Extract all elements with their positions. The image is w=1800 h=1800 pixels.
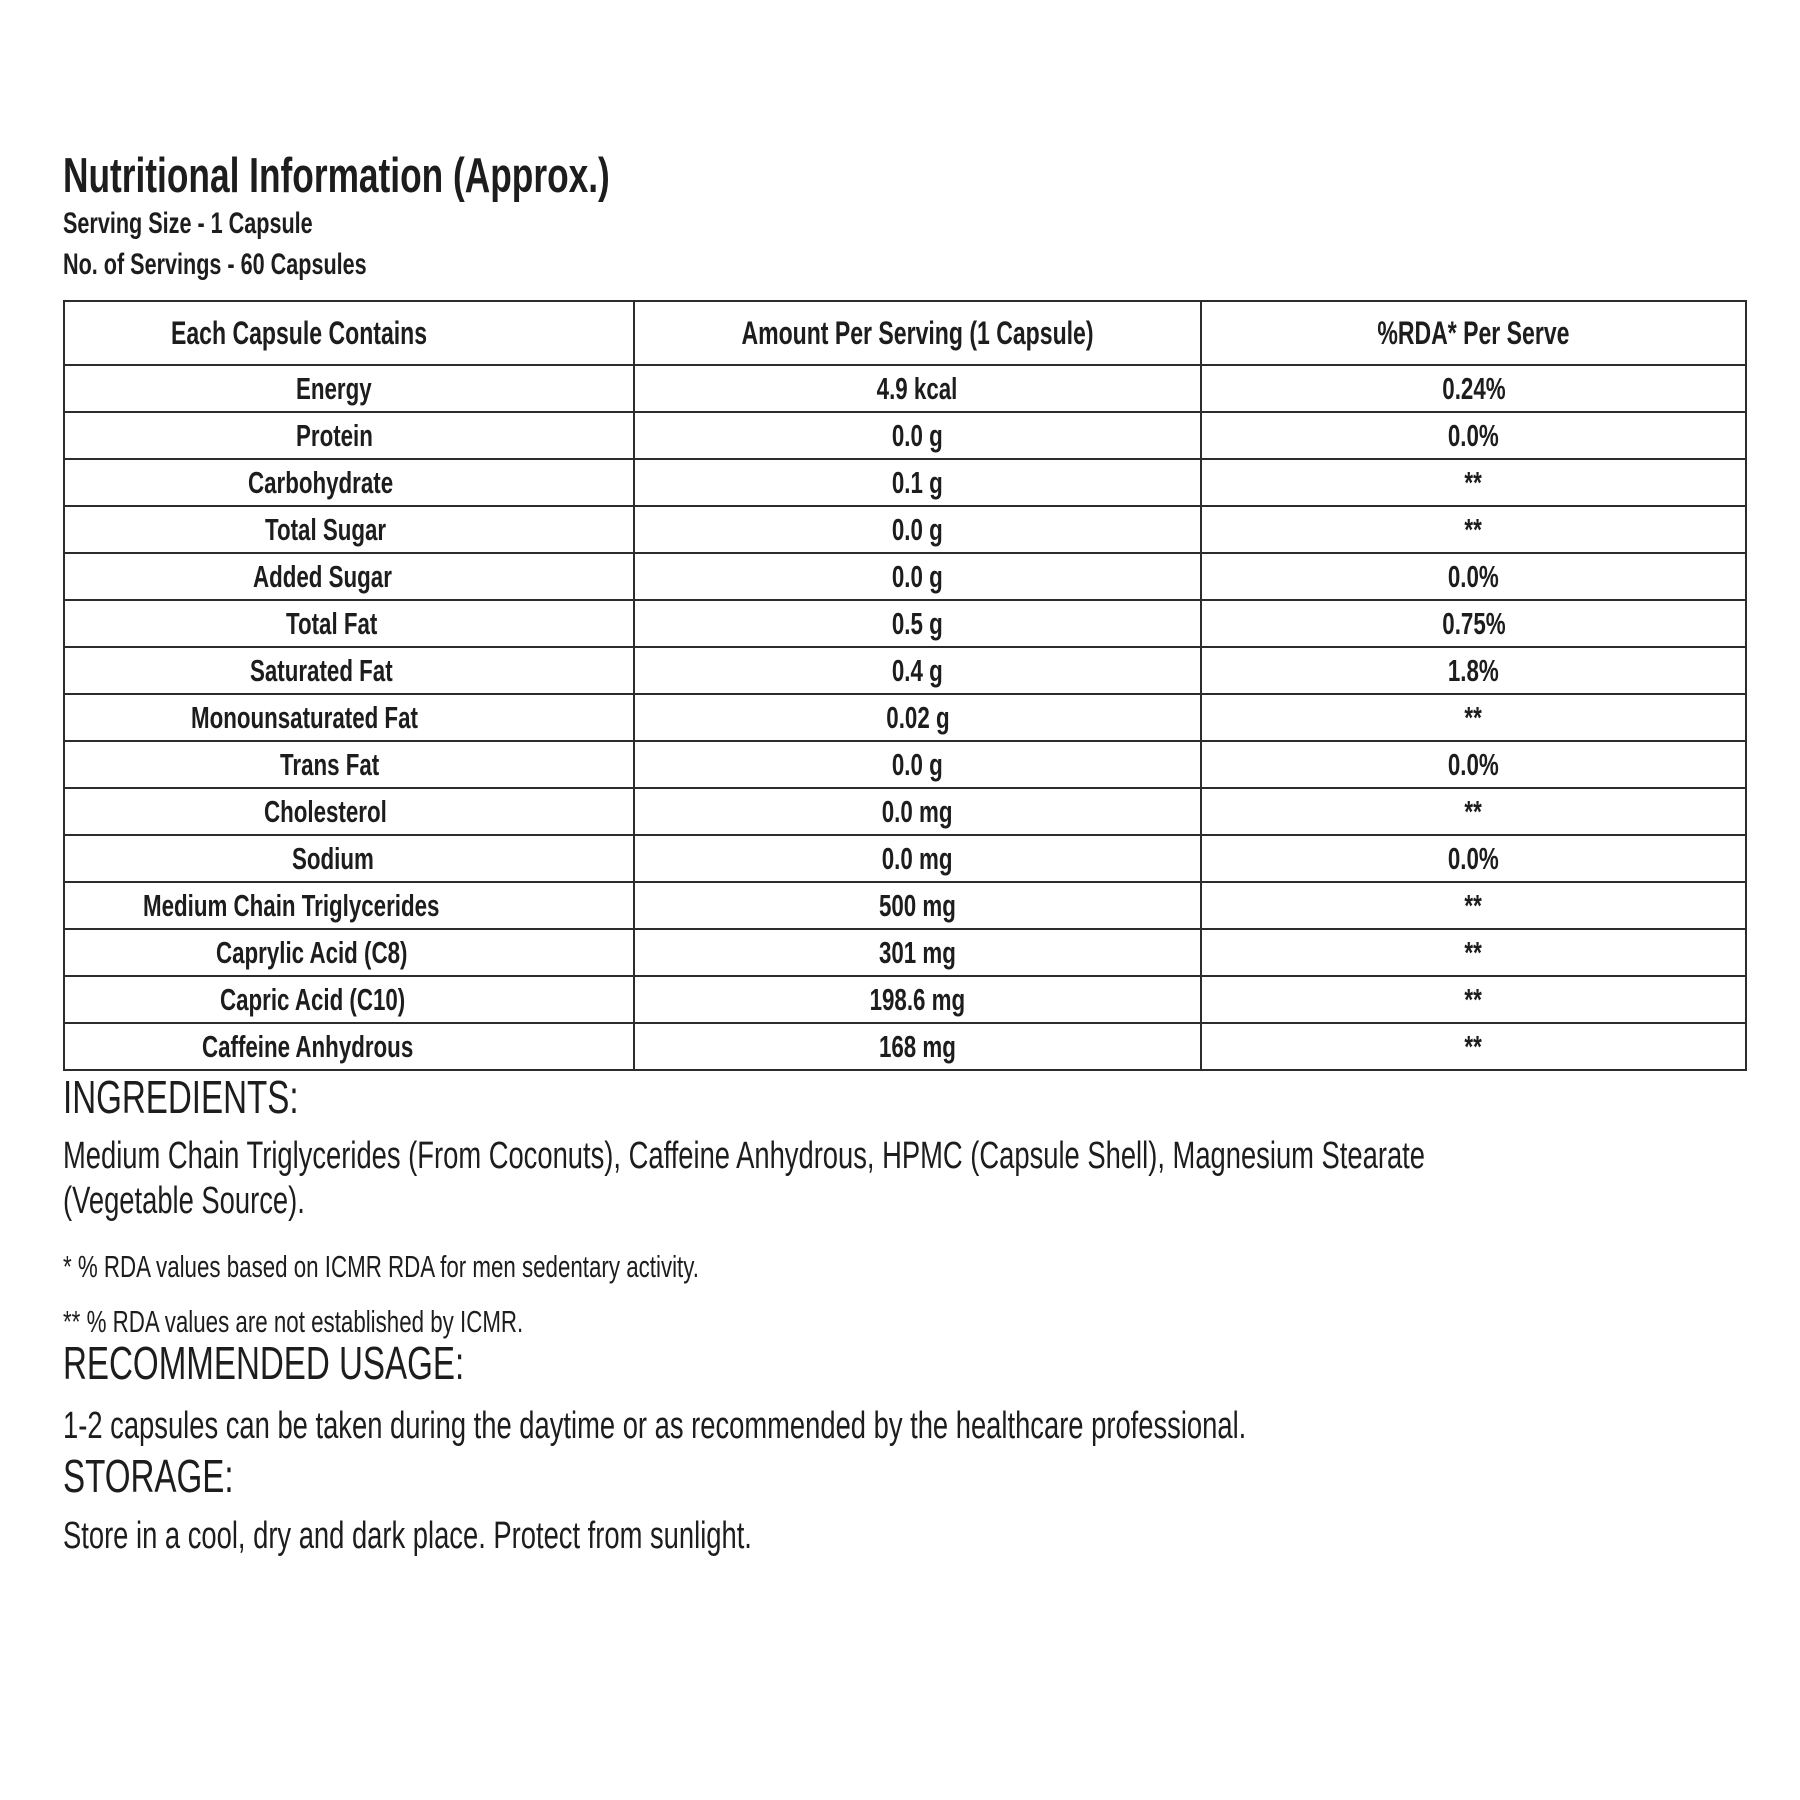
col-header-rda: %RDA* Per Serve	[1201, 301, 1746, 365]
row-amount: 0.0 g	[634, 412, 1201, 459]
col-header-amount: Amount Per Serving (1 Capsule)	[634, 301, 1201, 365]
table-row	[64, 976, 1746, 1023]
row-label: Added Sugar	[64, 553, 634, 600]
row-amount: 0.0 g	[634, 506, 1201, 553]
serving-size-text: Serving Size - 1 Capsule	[63, 207, 313, 240]
row-amount: 301 mg	[634, 929, 1201, 976]
footnote-rda-not-established: ** % RDA values are not established by ICMR.	[63, 1304, 524, 1340]
table-row	[64, 882, 1746, 929]
row-rda: 0.0%	[1201, 412, 1746, 459]
row-rda: **	[1201, 1023, 1746, 1070]
row-label: Energy	[64, 365, 634, 412]
row-rda: 0.0%	[1201, 741, 1746, 788]
table-row	[64, 1023, 1746, 1070]
row-amount: 198.6 mg	[634, 976, 1201, 1023]
row-amount: 0.5 g	[634, 600, 1201, 647]
ingredients-heading: INGREDIENTS:	[63, 1071, 299, 1123]
row-rda: **	[1201, 788, 1746, 835]
ingredients-line: (Vegetable Source).	[63, 1180, 305, 1223]
row-rda: 0.75%	[1201, 600, 1746, 647]
row-label: Carbohydrate	[64, 459, 634, 506]
row-label: Medium Chain Triglycerides	[64, 882, 634, 929]
row-label: Sodium	[64, 835, 634, 882]
row-rda: 0.0%	[1201, 835, 1746, 882]
col-header-nutrient: Each Capsule Contains	[64, 301, 634, 365]
row-amount: 0.0 g	[634, 741, 1201, 788]
page-title	[63, 149, 1745, 203]
row-label: Monounsaturated Fat	[64, 694, 634, 741]
page-title-text: Nutritional Information (Approx.)	[63, 149, 610, 203]
table-row	[64, 365, 1746, 412]
table-row	[64, 459, 1746, 506]
table-header-row	[64, 301, 1746, 365]
table-row	[64, 600, 1746, 647]
usage-heading: RECOMMENDED USAGE:	[63, 1337, 465, 1390]
footnote-rda-basis: * % RDA values based on ICMR RDA for men sedentary activity.	[63, 1249, 699, 1285]
row-rda: 0.0%	[1201, 553, 1746, 600]
table-row	[64, 694, 1746, 741]
row-amount: 0.0 mg	[634, 835, 1201, 882]
table-row	[64, 788, 1746, 835]
storage-text: Store in a cool, dry and dark place. Protect from sunlight.	[63, 1515, 752, 1558]
ingredients-line: Medium Chain Triglycerides (From Coconuts), Caffeine Anhydrous, HPMC (Capsule Shell), Magnesium Stearate	[63, 1134, 1425, 1177]
row-rda: 0.24%	[1201, 365, 1746, 412]
nutrition-table	[63, 300, 1747, 1071]
row-amount: 0.0 mg	[634, 788, 1201, 835]
row-label: Total Sugar	[64, 506, 634, 553]
row-amount: 0.4 g	[634, 647, 1201, 694]
row-rda: **	[1201, 506, 1746, 553]
row-amount: 168 mg	[634, 1023, 1201, 1070]
row-amount: 4.9 kcal	[634, 365, 1201, 412]
row-amount: 0.02 g	[634, 694, 1201, 741]
row-label: Caffeine Anhydrous	[64, 1023, 634, 1070]
servings-count-line	[63, 250, 1745, 280]
usage-text: 1-2 capsules can be taken during the daytime or as recommended by the healthcare professional.	[63, 1404, 1247, 1447]
table-row	[64, 412, 1746, 459]
serving-size-line	[63, 209, 1745, 239]
row-label: Caprylic Acid (C8)	[64, 929, 634, 976]
row-rda: **	[1201, 976, 1746, 1023]
row-label: Capric Acid (C10)	[64, 976, 634, 1023]
row-rda: **	[1201, 459, 1746, 506]
servings-count-text: No. of Servings - 60 Capsules	[63, 248, 367, 281]
storage-heading: STORAGE:	[63, 1449, 234, 1502]
row-label: Trans Fat	[64, 741, 634, 788]
table-row	[64, 553, 1746, 600]
row-rda: **	[1201, 929, 1746, 976]
table-row	[64, 741, 1746, 788]
row-rda: **	[1201, 694, 1746, 741]
row-rda: **	[1201, 882, 1746, 929]
row-label: Total Fat	[64, 600, 634, 647]
row-label: Saturated Fat	[64, 647, 634, 694]
row-amount: 0.0 g	[634, 553, 1201, 600]
table-row	[64, 929, 1746, 976]
row-label: Cholesterol	[64, 788, 634, 835]
row-amount: 0.1 g	[634, 459, 1201, 506]
row-rda: 1.8%	[1201, 647, 1746, 694]
row-label: Protein	[64, 412, 634, 459]
row-amount: 500 mg	[634, 882, 1201, 929]
table-row	[64, 506, 1746, 553]
table-row	[64, 647, 1746, 694]
table-row	[64, 835, 1746, 882]
ingredients-text	[63, 1134, 1745, 1225]
